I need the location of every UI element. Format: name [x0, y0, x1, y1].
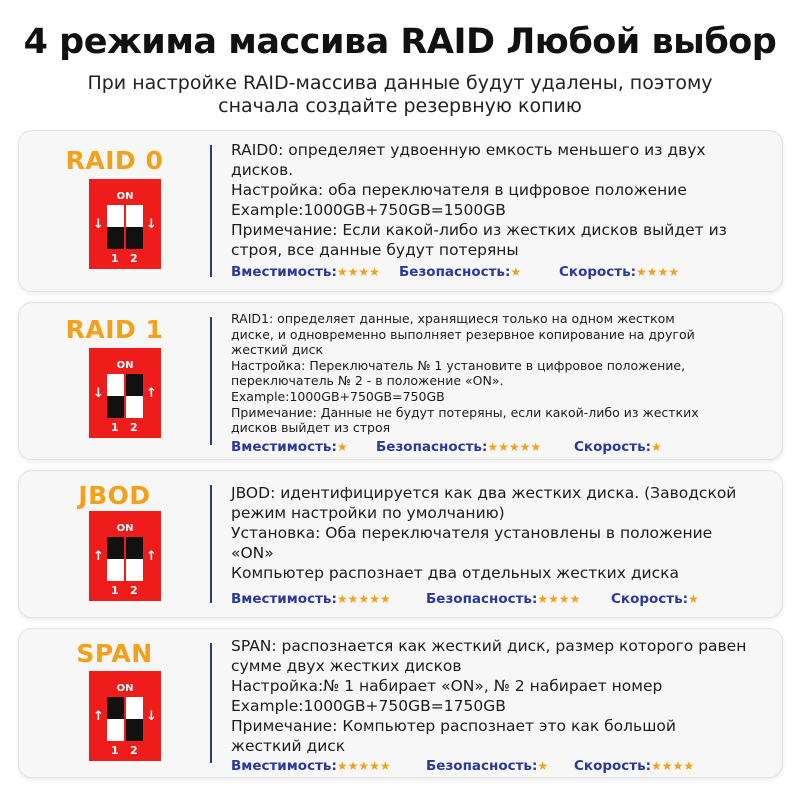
description-line: Настройка: оба переключателя в цифровое положение — [231, 181, 687, 199]
star-icon: ★★★★★ — [336, 592, 391, 606]
safety-rating — [376, 439, 541, 455]
speed-rating-label: Скорость: — [611, 591, 689, 607]
safety-rating-label: Безопасность: — [426, 591, 538, 607]
star-icon: ★ — [336, 440, 348, 454]
star-icon: ★ — [510, 265, 522, 279]
switch-2-number: 2 — [130, 744, 138, 757]
safety-rating — [399, 264, 521, 280]
description-line: JBOD: идентифицируется как два жестких диска. (Заводской — [231, 484, 737, 502]
card-divider — [210, 145, 212, 277]
card-divider — [210, 485, 212, 603]
speed-rating — [611, 591, 699, 607]
description-line: SPAN: распознается как жесткий диск, размер которого равен — [231, 637, 747, 655]
dip-switch-icon — [89, 348, 161, 438]
raid-mode-description — [231, 483, 771, 583]
description-line: дисков выйдет из строя — [231, 420, 391, 436]
description-line: Примечание: Компьютер распознает это как большой — [231, 717, 676, 735]
switch-1-arrow-icon: ↓ — [93, 386, 104, 401]
card-divider — [210, 317, 212, 445]
switch-on-label: ON — [116, 523, 134, 534]
switch-2-slot — [126, 205, 143, 249]
switch-1-knob — [107, 227, 124, 249]
safety-rating-label: Безопасность: — [426, 758, 538, 774]
raid-mode-card — [18, 130, 783, 292]
capacity-rating — [231, 439, 348, 455]
switch-1-arrow-icon: ↑ — [93, 709, 104, 724]
description-line: дисков. — [231, 161, 294, 179]
description-line: Компьютер распознает два отдельных жестких диска — [231, 564, 679, 582]
speed-rating-label: Скорость: — [574, 439, 652, 455]
raid-mode-card — [18, 470, 783, 618]
star-icon: ★ — [537, 759, 549, 773]
page-subtitle — [60, 72, 740, 118]
star-icon: ★★★★ — [636, 265, 680, 279]
switch-2-knob — [126, 537, 143, 559]
switch-1-slot — [107, 205, 124, 249]
raid-mode-card — [18, 628, 783, 778]
switch-on-label: ON — [116, 191, 134, 202]
switch-2-slot — [126, 537, 143, 581]
raid-mode-name: RAID 0 — [65, 146, 164, 175]
switch-2-slot — [126, 697, 143, 741]
speed-rating-label: Скорость: — [559, 264, 637, 280]
switch-2-slot — [126, 374, 143, 418]
switch-1-slot — [107, 374, 124, 418]
dip-switch-icon — [89, 179, 161, 269]
capacity-rating-label: Вместимость: — [231, 758, 337, 774]
star-icon: ★★★★ — [651, 759, 695, 773]
description-line: строя, все данные будут потеряны — [231, 241, 519, 259]
capacity-rating — [231, 758, 391, 774]
description-line: Примечание: Если какой-либо из жестких дисков выйдет из — [231, 221, 727, 239]
description-line: режим настройки по умолчанию) — [231, 504, 505, 522]
star-icon: ★ — [651, 440, 662, 454]
description-line: Настройка:№ 1 набирает «ON», № 2 набирает номер — [231, 677, 663, 695]
switch-2-arrow-icon: ↓ — [146, 709, 157, 724]
description-line: «ON» — [231, 544, 274, 562]
card-divider — [210, 643, 212, 763]
switch-2-knob — [126, 374, 143, 396]
capacity-rating-label: Вместимость: — [231, 264, 337, 280]
switch-1-knob — [107, 697, 124, 719]
switch-on-label: ON — [116, 360, 134, 371]
description-line: RAID1: определяет данные, хранящиеся только на одном жестком — [231, 311, 675, 326]
safety-rating-label: Безопасность: — [376, 439, 488, 455]
switch-2-number: 2 — [130, 252, 138, 265]
description-line: Example:1000GB+750GB=750GB — [231, 388, 445, 404]
star-icon: ★★★★★ — [336, 759, 391, 773]
raid-mode-card — [18, 302, 783, 460]
description-line: жесткий диск — [231, 737, 346, 755]
subtitle-line-2: сначала создайте резервную копию — [218, 95, 582, 117]
switch-1-knob — [107, 537, 124, 559]
switch-2-arrow-icon: ↑ — [146, 549, 157, 564]
raid-mode-description — [231, 140, 771, 260]
raid-mode-description — [231, 636, 771, 756]
speed-rating-label: Скорость: — [574, 758, 652, 774]
capacity-rating-label: Вместимость: — [231, 591, 337, 607]
page-title: 4 режима массива RAID Любой выбор — [23, 22, 777, 62]
safety-rating-label: Безопасность: — [399, 264, 511, 280]
description-line: Установка: Оба переключателя установлены в положение — [231, 524, 713, 542]
switch-on-label: ON — [116, 683, 134, 694]
switch-2-number: 2 — [130, 421, 138, 434]
description-line: диске, и одновременно выполняет резервное копирование на другой — [231, 326, 695, 342]
description-line: Example:1000GB+750GB=1750GB — [231, 697, 506, 715]
switch-1-arrow-icon: ↓ — [93, 217, 104, 232]
capacity-rating-label: Вместимость: — [231, 439, 337, 455]
raid-mode-name: JBOD — [78, 481, 151, 510]
description-line: Example:1000GB+750GB=1500GB — [231, 201, 506, 219]
switch-1-slot — [107, 537, 124, 581]
star-icon: ★ — [688, 592, 699, 606]
switch-1-number: 1 — [111, 421, 119, 434]
switch-2-number: 2 — [130, 584, 138, 597]
switch-1-knob — [107, 396, 124, 418]
speed-rating — [574, 758, 694, 774]
dip-switch-icon — [89, 511, 161, 601]
description-line: Настройка: Переключатель № 1 установите в цифровое положение, — [231, 357, 686, 373]
description-line: Примечание: Данные не будут потеряны, если какой-либо из жестких — [231, 404, 699, 420]
switch-1-number: 1 — [111, 744, 119, 757]
safety-rating — [426, 758, 548, 774]
capacity-rating — [231, 264, 380, 280]
switch-2-knob — [126, 227, 143, 249]
dip-switch-icon — [89, 671, 161, 761]
switch-1-number: 1 — [111, 584, 119, 597]
switch-1-number: 1 — [111, 252, 119, 265]
switch-2-arrow-icon: ↑ — [146, 386, 157, 401]
switch-1-slot — [107, 697, 124, 741]
description-line: жесткий диск — [231, 342, 324, 358]
speed-rating — [574, 439, 662, 455]
subtitle-line-1: При настройке RAID-массива данные будут удалены, поэтому — [87, 72, 713, 94]
star-icon: ★★★★★ — [487, 440, 542, 454]
star-icon: ★★★★ — [336, 265, 380, 279]
raid-mode-description — [231, 311, 771, 436]
speed-rating — [559, 264, 679, 280]
switch-2-arrow-icon: ↓ — [146, 217, 157, 232]
raid-mode-name: SPAN — [76, 639, 153, 668]
capacity-rating — [231, 591, 391, 607]
description-line: сумме двух жестких дисков — [231, 657, 462, 675]
description-line: RAID0: определяет удвоенную емкость меньшего из двух — [231, 141, 706, 159]
description-line: переключатель № 2 - в положение «ON». — [231, 373, 504, 389]
raid-mode-name: RAID 1 — [65, 315, 164, 344]
star-icon: ★★★★ — [537, 592, 581, 606]
switch-1-arrow-icon: ↑ — [93, 549, 104, 564]
safety-rating — [426, 591, 580, 607]
switch-2-knob — [126, 719, 143, 741]
